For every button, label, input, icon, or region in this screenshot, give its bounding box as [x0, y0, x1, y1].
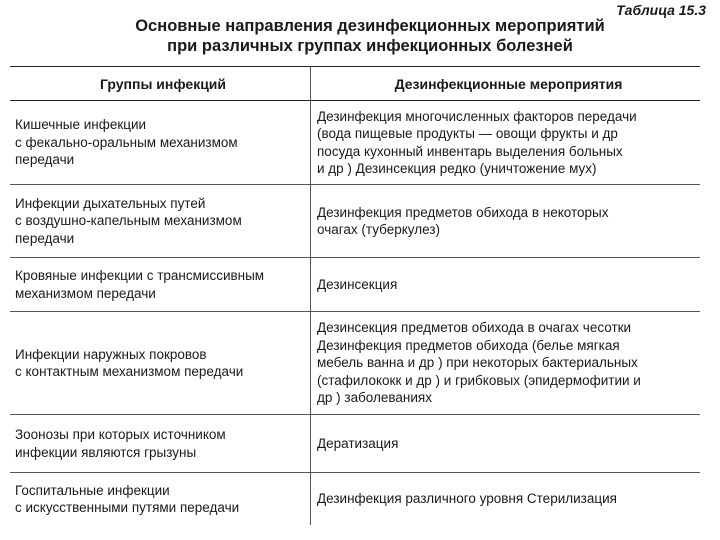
cell-line: Госпитальные инфекции [15, 482, 170, 498]
cell-line: инфекции являются грызуны [15, 444, 197, 460]
table-header-row [10, 66, 700, 101]
cell-line: Дезинфекция предметов обихода (белье мягкая [317, 337, 620, 353]
cell-line: с контактным механизмом передачи [15, 364, 244, 379]
cell-line: посуда кухонный инвентарь выделения больных [317, 143, 623, 159]
table-row [10, 258, 700, 312]
measures-cell [310, 473, 700, 525]
cell-line: Зоонозы при которых источником [15, 427, 226, 442]
cell-line: Инфекции дыхательных путей [15, 195, 206, 211]
table-row [10, 101, 700, 185]
group-cell [10, 473, 310, 525]
cell-line: Дезинфекция многочисленных факторов передачи [317, 108, 637, 124]
cell-line: Инфекции наружных покровов [15, 346, 207, 362]
table-row [10, 415, 700, 473]
cell-line: мебель ванна и др ) при некоторых бактериальных [317, 355, 638, 371]
cell-line: Кровяные инфекции с трансмиссивным [15, 268, 265, 283]
infection-table [10, 66, 700, 525]
measures-cell [310, 101, 700, 184]
cell-line: с воздушно-капельным механизмом [15, 213, 242, 229]
cell-line: передачи [15, 230, 75, 246]
cell-line: механизмом передачи [15, 285, 156, 301]
cell-line: (стафилококк и др ) и грибковых (эпидермофитии и [317, 372, 641, 388]
cell-line: Дезинфекция предметов обихода в некоторых [317, 204, 609, 220]
header-infection-groups: Группы инфекций [99, 75, 227, 92]
table-title [60, 16, 680, 56]
cell-line: и др ) Дезинсекция редко (уничтожение мух) [317, 161, 597, 176]
table-row [10, 312, 700, 415]
cell-line: очагах (туберкулез) [317, 222, 441, 237]
title-line: при различных группах инфекционных болезней [167, 37, 573, 55]
cell-line: Кишечные инфекции [15, 117, 147, 133]
measures-cell [310, 258, 700, 311]
measures-cell [310, 312, 700, 414]
cell-line: Дератизация [317, 435, 399, 451]
table-caption: Таблица 15.3 [616, 2, 706, 18]
cell-line: Дезинсекция предметов обихода в очагах чесотки [317, 320, 632, 336]
cell-line: Дезинсекция [317, 276, 398, 292]
table-row [10, 473, 700, 525]
group-cell [10, 258, 310, 311]
group-cell [10, 415, 310, 472]
group-cell [10, 185, 310, 257]
header-disinfection-measures: Дезинфекционные мероприятия [310, 67, 700, 100]
measures-cell [310, 415, 700, 472]
measures-cell [310, 185, 700, 257]
cell-line: с искусственными путями передачи [15, 500, 240, 515]
group-cell [10, 312, 310, 414]
title-line: Основные направления дезинфекционных мероприятий [135, 17, 605, 35]
cell-line: с фекально-оральным механизмом [15, 134, 238, 150]
cell-line: (вода пищевые продукты — овощи фрукты и др [317, 126, 618, 141]
cell-line: др ) заболеваниях [317, 390, 432, 406]
group-cell [10, 101, 310, 184]
table-row [10, 185, 700, 258]
cell-line: передачи [15, 152, 75, 168]
cell-line: Дезинфекция различного уровня Стерилизация [317, 491, 617, 507]
